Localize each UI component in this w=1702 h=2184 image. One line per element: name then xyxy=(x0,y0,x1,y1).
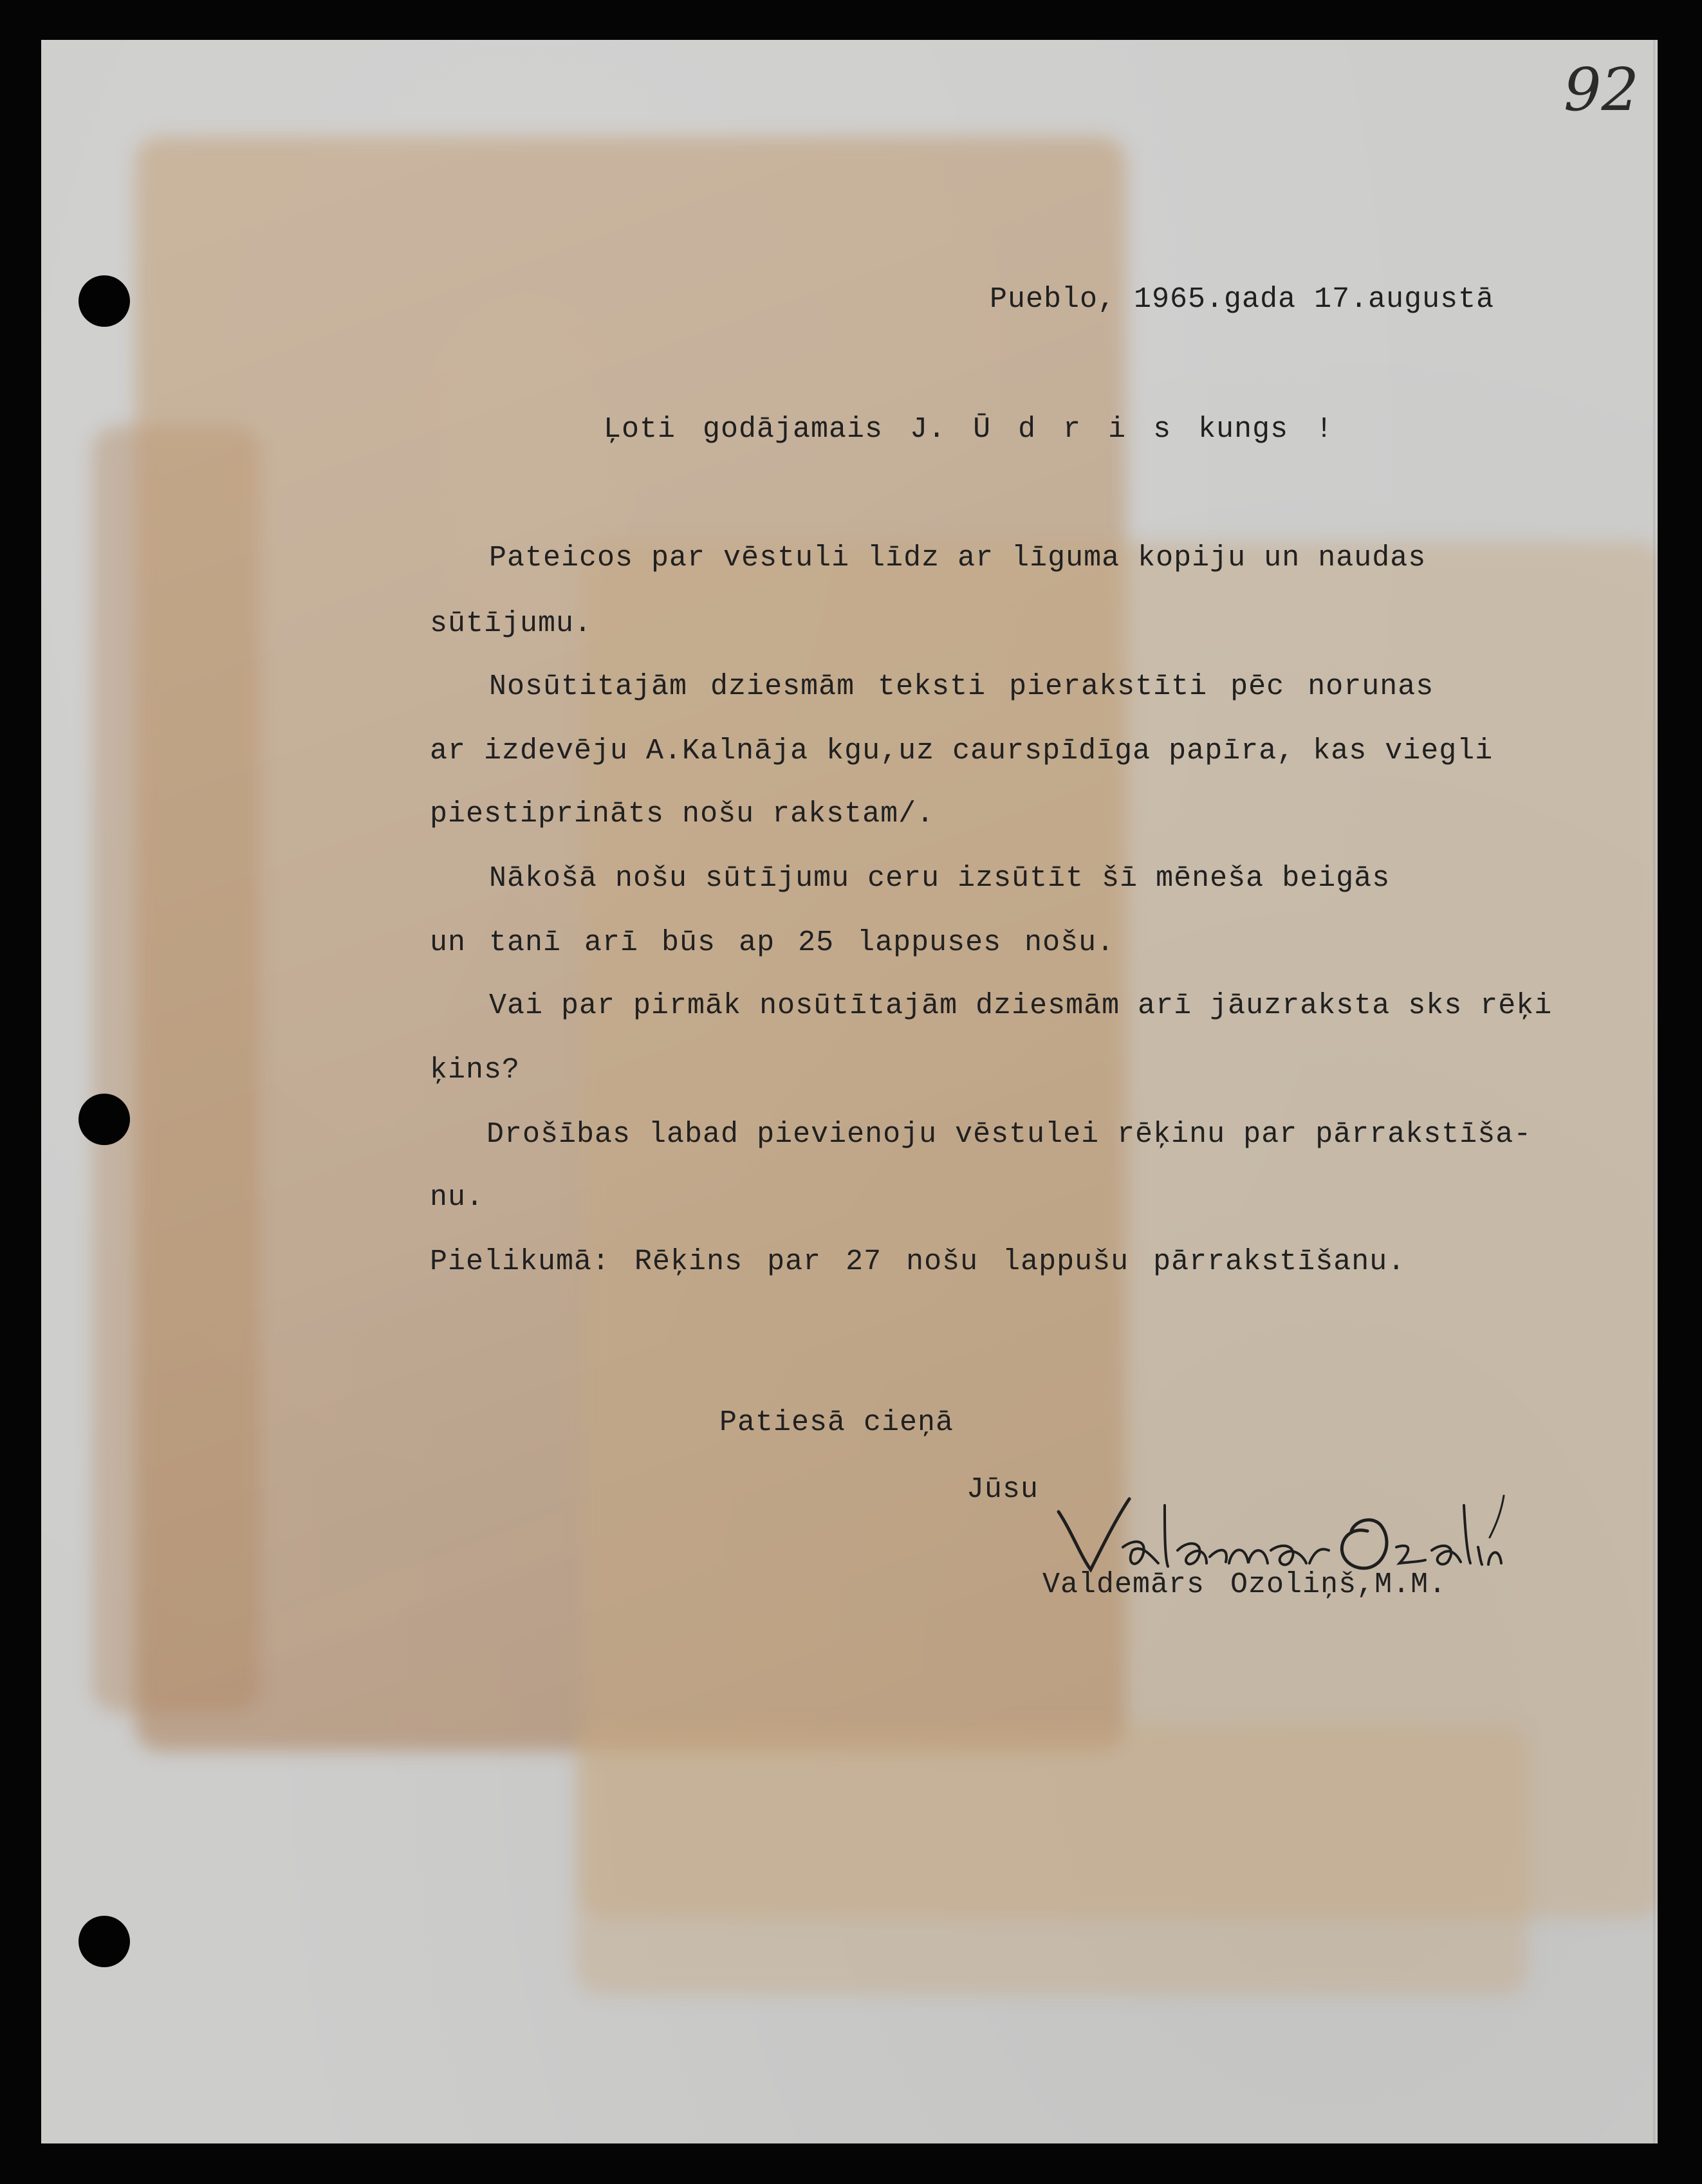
page-number: 92 xyxy=(1564,55,1640,124)
punch-hole xyxy=(79,1094,130,1145)
signature-typed: Valdemārs Ozoliņš,M.M. xyxy=(1042,1568,1447,1601)
body-line: ar izdevēju A.Kalnāja kgu,uz caurspīdīga papīra, kas viegli xyxy=(430,735,1494,767)
date-line: Pueblo, 1965.gada 17.augustā xyxy=(990,283,1495,316)
paper-edge xyxy=(1653,40,1658,2143)
body-line: Pateicos par vēstuli līdz ar līguma kopiju un naudas xyxy=(489,542,1427,574)
body-line: nu. xyxy=(430,1181,485,1214)
salutation: Ļoti godājamais J. Ū d r i s kungs ! xyxy=(604,413,1334,446)
body-line: Pielikumā: Rēķins par 27 nošu lappušu pārrakstīšanu. xyxy=(430,1245,1406,1278)
body-line: Vai par pirmāk nosūtītajām dziesmām arī jāuzraksta sks rēķi xyxy=(489,989,1553,1022)
paper-stain xyxy=(575,1725,1528,1996)
body-line: Nosūtitajām dziesmām teksti pierakstīti pēc norunas xyxy=(489,670,1434,703)
punch-hole xyxy=(79,1916,130,1967)
body-line: piestiprināts nošu rakstam/. xyxy=(430,798,935,830)
closing-2: Jūsu xyxy=(967,1473,1039,1506)
letter-sheet xyxy=(41,40,1658,2143)
body-line: sūtījumu. xyxy=(430,607,593,640)
body-line: Nākošā nošu sūtījumu ceru izsūtīt šī mēneša beigās xyxy=(489,862,1391,895)
body-line: un tanī arī būs ap 25 lappuses nošu. xyxy=(430,926,1115,959)
closing: Patiesā cieņā xyxy=(719,1406,954,1439)
body-line: Drošības labad pievienoju vēstulei rēķinu par pārrakstīša- xyxy=(486,1118,1532,1151)
body-line: ķins? xyxy=(430,1054,521,1087)
punch-hole xyxy=(79,275,130,327)
